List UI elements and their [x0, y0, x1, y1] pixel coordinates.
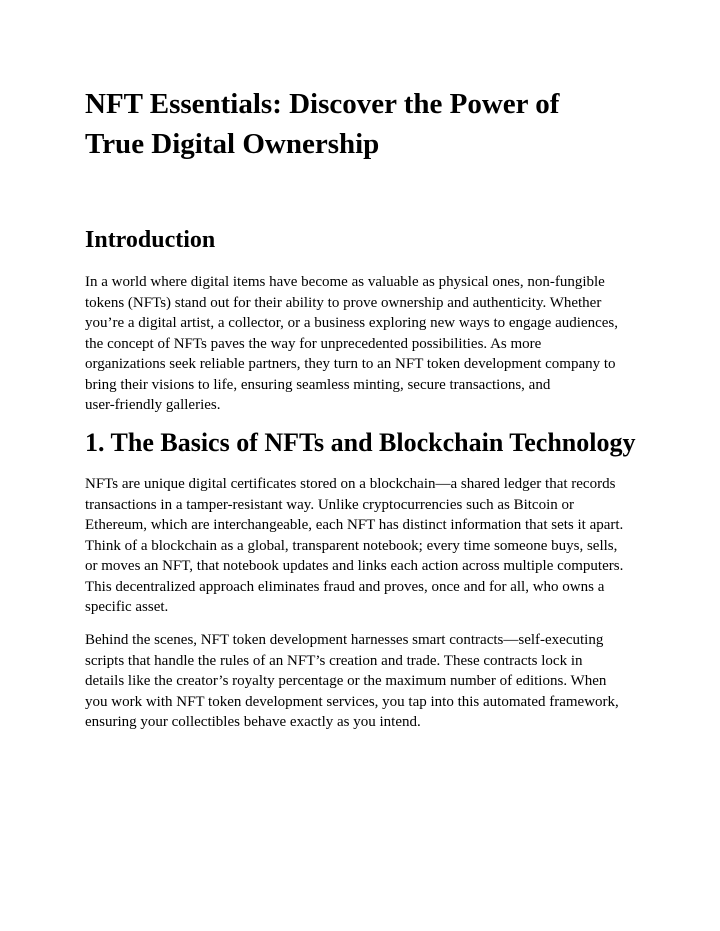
- text-line: bring their visions to life, ensuring seamless minting, secure transactions, and: [85, 376, 551, 393]
- text-line: Ethereum, which are interchangeable, each NFT has distinct information that sets it apart.: [85, 517, 624, 533]
- text-line: organizations seek reliable partners, they turn to an NFT token development company to: [85, 356, 616, 372]
- text-line: scripts that handle the rules of an NFT’s creation and trade. These contracts lock in: [85, 652, 583, 669]
- text-line: Behind the scenes, NFT token development harnesses smart contracts—self-executing: [85, 632, 604, 648]
- text-line: you’re a digital artist, a collector, or a business exploring new ways to engage audiences,: [85, 315, 618, 331]
- text-line: NFTs are unique digital certificates stored on a blockchain—a shared ledger that records: [85, 476, 616, 492]
- text-line: tokens (NFTs) stand out for their ability to prove ownership and authenticity. Whether: [85, 294, 602, 311]
- introduction-paragraph: [85, 272, 637, 416]
- text-line: the concept of NFTs paves the way for unprecedented possibilities. As more: [85, 335, 542, 352]
- text-line: specific asset.: [85, 599, 169, 615]
- text-line: This decentralized approach eliminates fraud and proves, once and for all, who owns a: [85, 578, 605, 595]
- text-line: In a world where digital items have become as valuable as physical ones, non-fungible: [85, 274, 605, 290]
- title-line: True Digital Ownership: [85, 128, 380, 160]
- section-heading-basics: 1. The Basics of NFTs and Blockchain Technology: [85, 428, 636, 457]
- text-line: details like the creator’s royalty percentage or the maximum number of editions. When: [85, 673, 607, 689]
- basics-paragraph-1: [85, 474, 637, 618]
- text-line: you work with NFT token development services, you tap into this automated framework,: [85, 693, 619, 710]
- text-line: transactions in a tamper-resistant way. Unlike cryptocurrencies such as Bitcoin or: [85, 496, 574, 513]
- text-line: ensuring your collectibles behave exactly as you intend.: [85, 714, 421, 730]
- title-line: NFT Essentials: Discover the Power of: [85, 88, 560, 120]
- basics-paragraph-2: [85, 630, 637, 733]
- text-line: or moves an NFT, that notebook updates and links each action across multiple computers.: [85, 558, 624, 574]
- text-line: user-friendly galleries.: [85, 397, 221, 413]
- text-line: Think of a blockchain as a global, transparent notebook; every time someone buys, sells,: [85, 537, 618, 554]
- document-title: [85, 84, 637, 164]
- section-heading-introduction: Introduction: [85, 227, 216, 253]
